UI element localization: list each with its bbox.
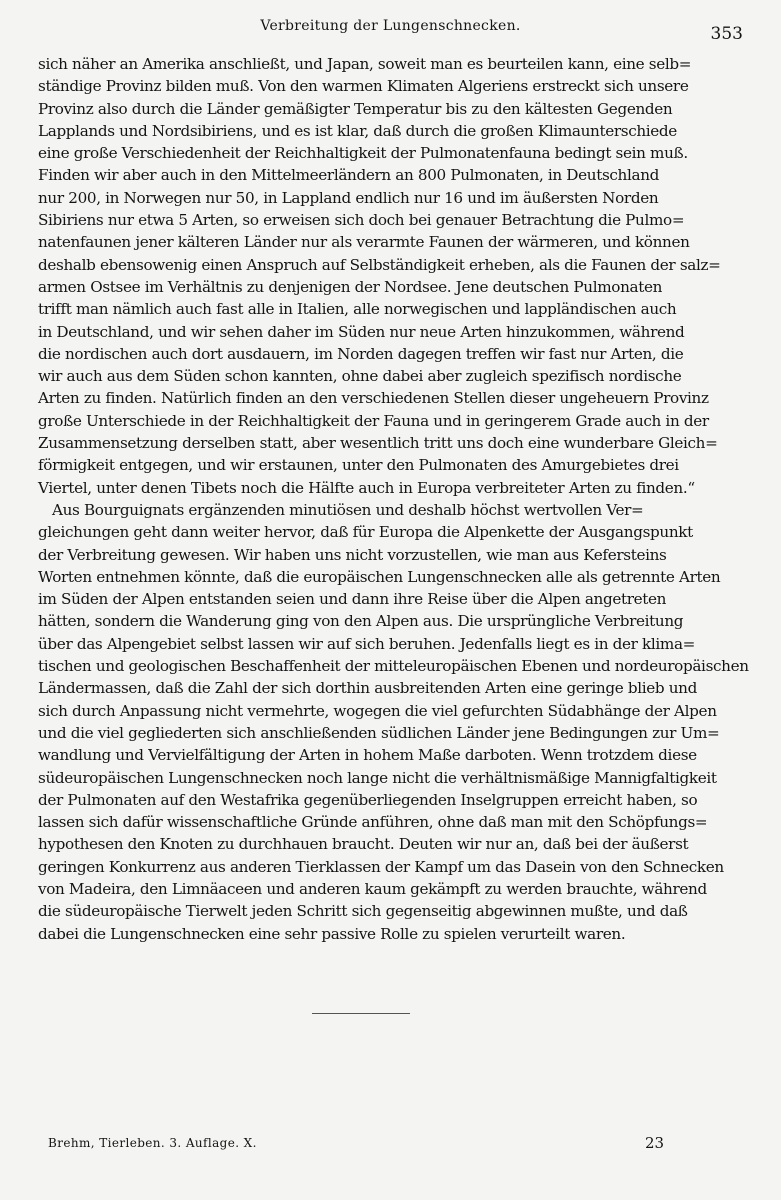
- body-text: [38, 53, 749, 945]
- paragraph-start-line: Aus Bourguignats ergänzenden minutiösen und deshalb höchst wertvollen Ver=: [52, 500, 644, 519]
- text-line: trifft man nämlich auch fast alle in Italien, alle norwegischen und lappländischen auch: [38, 300, 677, 319]
- text-line: Lapplands und Nordsibiriens, und es ist klar, daß durch die großen Klimaunterschiede: [38, 121, 677, 140]
- text-line: die nordischen auch dort ausdauern, im Norden dagegen treffen wir fast nur Arten, die: [38, 344, 684, 363]
- running-head: [38, 18, 743, 44]
- section-divider: [312, 1013, 410, 1014]
- text-line: ständige Provinz bilden muß. Von den warmen Klimaten Algeriens erstreckt sich unsere: [38, 77, 689, 96]
- text-line: südeuropäischen Lungenschnecken noch lange nicht die verhältnismäßige Mannigfaltigkeit: [38, 768, 717, 787]
- text-line: sich durch Anpassung nicht vermehrte, wogegen die viel gefurchten Südabhänge der Alpen: [38, 701, 717, 720]
- text-line: von Madeira, den Limnäaceen und anderen kaum gekämpft zu werden brauchte, während: [38, 879, 707, 898]
- text-line: hypothesen den Knoten zu durchhauen braucht. Deuten wir nur an, daß bei der äußerst: [38, 835, 689, 854]
- text-line: sich näher an Amerika anschließt, und Japan, soweit man es beurteilen kann, eine selb=: [38, 55, 692, 73]
- text-line: natenfaunen jener kälteren Länder nur als verarmte Faunen der wärmeren, und können: [38, 233, 690, 252]
- text-line: wandlung und Vervielfältigung der Arten in hohem Maße darboten. Wenn trotzdem diese: [38, 746, 697, 765]
- text-line: Worten entnehmen könnte, daß die europäischen Lungenschnecken alle als getrennte Arten: [38, 567, 721, 586]
- text-line: eine große Verschiedenheit der Reichhaltigkeit der Pulmonatenfauna bedingt sein muß.: [38, 144, 688, 163]
- text-line: Ländermassen, daß die Zahl der sich dorthin ausbreitenden Arten eine geringe blieb und: [38, 679, 697, 698]
- text-line: Arten zu finden. Natürlich finden an den verschiedenen Stellen dieser ungeheuern Provinz: [38, 389, 709, 408]
- text-line: förmigkeit entgegen, und wir erstaunen, unter den Pulmonaten des Amurgebietes drei: [38, 456, 679, 475]
- text-line: im Süden der Alpen entstanden seien und dann ihre Reise über die Alpen angetreten: [38, 590, 667, 609]
- text-line: und die viel gegliederten sich anschließenden südlichen Länder jene Bedingungen zur Um=: [38, 723, 720, 742]
- printer-signature: Brehm, Tierleben. 3. Auflage. X.: [48, 1136, 257, 1150]
- text-line: Finden wir aber auch in den Mittelmeerländern an 800 Pulmonaten, in Deutschland: [38, 166, 660, 185]
- text-line: der Verbreitung gewesen. Wir haben uns nicht vorzustellen, wie man aus Kefersteins: [38, 545, 667, 564]
- text-line: wir auch aus dem Süden schon kannten, ohne dabei aber zugleich spezifisch nordische: [38, 367, 682, 386]
- text-line: Sibiriens nur etwa 5 Arten, so erweisen sich doch bei genauer Betrachtung die Pulmo=: [38, 211, 685, 230]
- page-number: 353: [710, 24, 743, 44]
- running-title: Verbreitung der Lungenschnecken.: [260, 18, 521, 34]
- text-line: hätten, sondern die Wanderung ging von den Alpen aus. Die ursprüngliche Verbreitung: [38, 612, 684, 631]
- text-line: nur 200, in Norwegen nur 50, in Lappland endlich nur 16 und im äußersten Norden: [38, 188, 659, 207]
- sheet-number: 23: [645, 1134, 665, 1152]
- text-line: Zusammensetzung derselben statt, aber wesentlich tritt uns doch eine wunderbare Gleich=: [38, 434, 718, 453]
- text-line: geringen Konkurrenz aus anderen Tierklassen der Kampf um das Dasein von den Schnecken: [38, 857, 724, 876]
- text-line: armen Ostsee im Verhältnis zu denjenigen der Nordsee. Jene deutschen Pulmonaten: [38, 277, 663, 296]
- text-line: lassen sich dafür wissenschaftliche Gründe anführen, ohne daß man mit den Schöpfungs=: [38, 813, 708, 832]
- text-line: der Pulmonaten auf den Westafrika gegenüberliegenden Inselgruppen erreicht haben, so: [38, 790, 698, 809]
- text-line: gleichungen geht dann weiter hervor, daß für Europa die Alpenkette der Ausgangspunkt: [38, 523, 693, 542]
- text-line: die südeuropäische Tierwelt jeden Schritt sich gegenseitig abgewinnen mußte, und daß: [38, 902, 688, 921]
- text-line: deshalb ebensowenig einen Anspruch auf Selbständigkeit erheben, als die Faunen der salz=: [38, 255, 721, 274]
- text-line: in Deutschland, und wir sehen daher im Süden nur neue Arten hinzukommen, während: [38, 322, 685, 341]
- text-line: Viertel, unter denen Tibets noch die Hälfte auch in Europa verbreiteter Arten zu finden.“: [38, 478, 695, 497]
- text-line: über das Alpengebiet selbst lassen wir auf sich beruhen. Jedenfalls liegt es in der klima=: [38, 634, 696, 653]
- text-line: dabei die Lungenschnecken eine sehr passive Rolle zu spielen verurteilt waren.: [38, 924, 626, 943]
- text-line: Provinz also durch die Länder gemäßigter Temperatur bis zu den kältesten Gegenden: [38, 99, 673, 118]
- text-line: tischen und geologischen Beschaffenheit der mitteleuropäischen Ebenen und nordeuropäischen: [38, 657, 749, 676]
- text-line: große Unterschiede in der Reichhaltigkeit der Fauna und in geringerem Grade auch in der: [38, 411, 709, 430]
